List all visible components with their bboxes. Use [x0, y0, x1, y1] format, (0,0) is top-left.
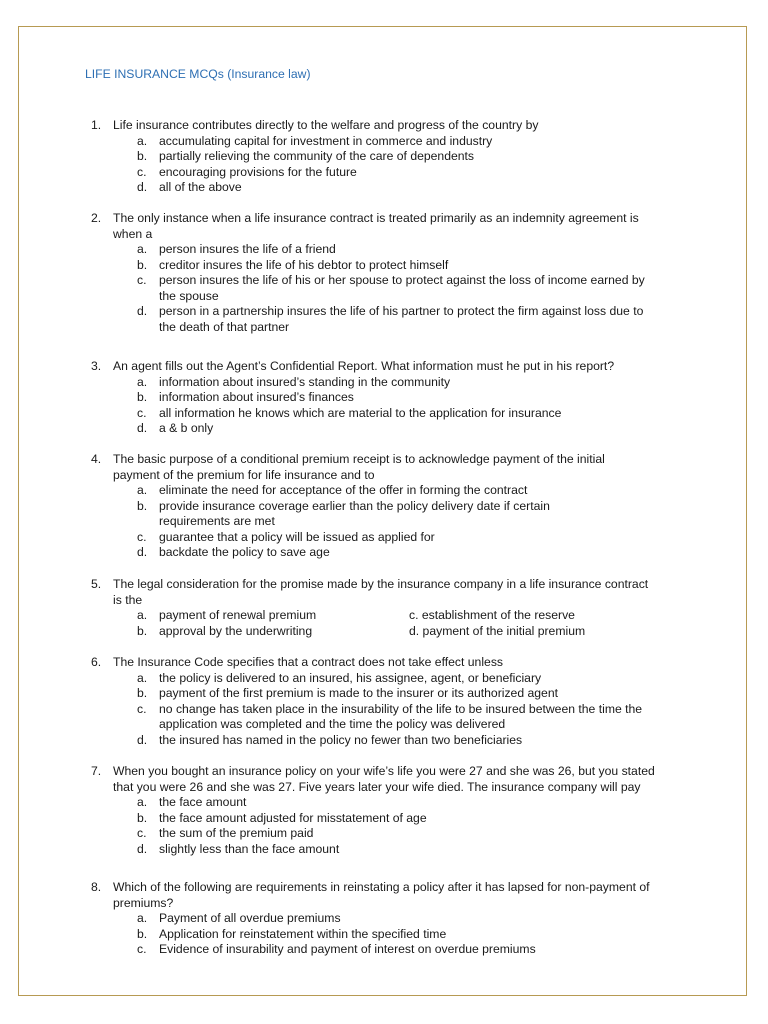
option-text-line: Payment of all overdue premiums	[159, 911, 341, 925]
option-text	[159, 686, 719, 702]
option-text	[159, 406, 719, 422]
option-text-line: the sum of the premium paid	[159, 826, 314, 840]
option-text-line: accumulating capital for investment in commerce and industry	[159, 133, 493, 148]
option-text-line: Evidence of insurability and payment of interest on overdue premiums	[159, 942, 536, 956]
option-letter: a.	[137, 483, 148, 497]
question-text-line: Life insurance contributes directly to the welfare and progress of the country by	[113, 118, 539, 132]
option-text-line: requirements are met	[159, 514, 275, 528]
option-letter: a.	[137, 911, 148, 925]
question-number: 1.	[91, 118, 102, 132]
question-number: 5.	[91, 577, 102, 591]
option-text-line: the face amount adjusted for misstatement of age	[159, 810, 427, 825]
question-text-line: The legal consideration for the promise made by the insurance company in a life insurance contract	[113, 577, 649, 591]
option-text	[159, 911, 719, 927]
option-letter: a.	[137, 374, 148, 389]
option-letter: a.	[137, 795, 148, 809]
option-letter: b.	[137, 390, 148, 404]
option-text-line: Application for reinstatement within the specified time	[159, 926, 447, 941]
option-text-line: payment of the first premium is made to the insurer or its authorized agent	[159, 686, 558, 700]
option-text	[159, 499, 719, 530]
question-text-line: premiums?	[113, 895, 174, 910]
option-text-line: approval by the underwriting	[159, 623, 313, 638]
option-text-line: person in a partnership insures the life of his partner to protect the firm against loss due to	[159, 304, 644, 318]
option-text-line: all of the above	[159, 180, 242, 194]
option-text	[159, 149, 719, 165]
option-letter: a.	[137, 133, 148, 148]
option-text-line: person insures the life of his or her spouse to protect against the loss of income earned by	[159, 273, 645, 287]
option-second-column: c. establishment of the reserve	[409, 608, 575, 622]
option-text	[159, 811, 719, 827]
option-text-line: person insures the life of a friend	[159, 242, 336, 256]
option-text	[159, 826, 719, 842]
option-text-line: a & b only	[159, 421, 214, 435]
question-number: 3.	[91, 359, 102, 373]
question-number: 7.	[91, 764, 102, 778]
option-letter: d.	[137, 732, 148, 747]
question-text-line: that you were 26 and she was 27. Five years later your wife died. The insurance company will pay	[113, 779, 641, 794]
option-text-line: creditor insures the life of his debtor to protect himself	[159, 257, 449, 272]
option-second-column: d. payment of the initial premium	[409, 623, 586, 638]
option-letter: b.	[137, 810, 148, 825]
option-text-line: the spouse	[159, 288, 219, 303]
option-letter: d.	[137, 304, 148, 318]
option-letter: d.	[137, 841, 148, 856]
option-letter: b.	[137, 498, 148, 513]
option-letter: c.	[137, 529, 147, 544]
question-text-line: An agent fills out the Agent’s Confidential Report. What information must he put in his report?	[113, 359, 615, 373]
option-text	[159, 483, 719, 499]
question-text	[113, 577, 703, 608]
option-text-line: guarantee that a policy will be issued as applied for	[159, 529, 435, 544]
question-text-line: The basic purpose of a conditional premium receipt is to acknowledge payment of the initial	[113, 452, 605, 466]
option-text-line: no change has taken place in the insurability of the life to be insured between the time the	[159, 701, 643, 716]
option-text-line: all information he knows which are material to the application for insurance	[159, 405, 562, 420]
option-letter: d.	[137, 180, 148, 194]
option-letter: a.	[137, 242, 148, 256]
question-text	[113, 880, 703, 911]
option-text-line: the face amount	[159, 795, 247, 809]
option-letter: b.	[137, 257, 148, 272]
question-text	[113, 359, 703, 375]
option-text	[159, 545, 719, 561]
question-number: 2.	[91, 211, 102, 225]
question-number: 6.	[91, 655, 102, 669]
option-text-line: partially relieving the community of the care of dependents	[159, 149, 475, 163]
option-letter: c.	[137, 164, 147, 179]
question-text-line: when a	[113, 226, 153, 241]
option-text	[159, 273, 719, 304]
question-text-line: The only instance when a life insurance contract is treated primarily as an indemnity agreement is	[113, 211, 639, 225]
option-text	[159, 671, 719, 687]
option-text	[159, 304, 719, 335]
option-text-line: the policy is delivered to an insured, his assignee, agent, or beneficiary	[159, 670, 542, 685]
question-text-line: Which of the following are requirements in reinstating a policy after it has lapsed for non-payment of	[113, 880, 650, 894]
option-letter: c.	[137, 405, 147, 420]
question-number: 4.	[91, 452, 102, 466]
option-text-line: backdate the policy to save age	[159, 545, 330, 559]
option-letter: d.	[137, 421, 148, 435]
option-text-line: the death of that partner	[159, 319, 290, 334]
option-text-line: slightly less than the face amount	[159, 841, 340, 856]
option-text	[159, 390, 719, 406]
option-text	[159, 733, 719, 749]
option-text-line: provide insurance coverage earlier than the policy delivery date if certain	[159, 498, 550, 513]
option-text	[159, 258, 719, 274]
document-title: LIFE INSURANCE MCQs (Insurance law)	[85, 67, 311, 81]
question-number: 8.	[91, 880, 102, 894]
option-text	[159, 530, 719, 546]
option-letter: c.	[137, 273, 147, 287]
option-text	[159, 134, 719, 150]
option-text-line: eliminate the need for acceptance of the offer in forming the contract	[159, 483, 528, 497]
option-text-line: information about insured’s standing in the community	[159, 374, 451, 389]
question-text-line: payment of the premium for life insurance and to	[113, 467, 375, 482]
option-letter: b.	[137, 623, 148, 638]
option-letter: b.	[137, 926, 148, 941]
option-text	[159, 180, 719, 196]
question-text-line: is the	[113, 592, 143, 607]
option-letter: d.	[137, 545, 148, 559]
question-text-line: When you bought an insurance policy on your wife’s life you were 27 and she was 26, but you stated	[113, 764, 655, 778]
option-text-line: payment of renewal premium	[159, 608, 317, 622]
option-text	[159, 702, 719, 733]
option-text-line: information about insured’s finances	[159, 390, 354, 404]
document-page	[18, 26, 747, 996]
option-letter: c.	[137, 826, 147, 840]
question-list	[19, 27, 747, 996]
option-text	[159, 942, 719, 958]
option-text	[159, 795, 719, 811]
question-text-line: The Insurance Code specifies that a contract does not take effect unless	[113, 655, 504, 669]
question-text	[113, 764, 703, 795]
option-text-line: encouraging provisions for the future	[159, 164, 357, 179]
option-text	[159, 242, 719, 258]
option-text	[159, 842, 719, 858]
option-letter: c.	[137, 701, 147, 716]
option-letter: a.	[137, 670, 148, 685]
option-letter: c.	[137, 942, 147, 956]
option-text-line: application was completed and the time the policy was delivered	[159, 717, 506, 731]
option-letter: b.	[137, 149, 148, 163]
option-text	[159, 375, 719, 391]
question-text	[113, 118, 703, 134]
option-text	[159, 927, 719, 943]
question-text	[113, 452, 703, 483]
option-text-line: the insured has named in the policy no fewer than two beneficiaries	[159, 732, 523, 747]
option-text	[159, 165, 719, 181]
question-text	[113, 211, 703, 242]
option-letter: a.	[137, 608, 148, 622]
question-text	[113, 655, 703, 671]
option-letter: b.	[137, 686, 148, 700]
option-text	[159, 421, 719, 437]
